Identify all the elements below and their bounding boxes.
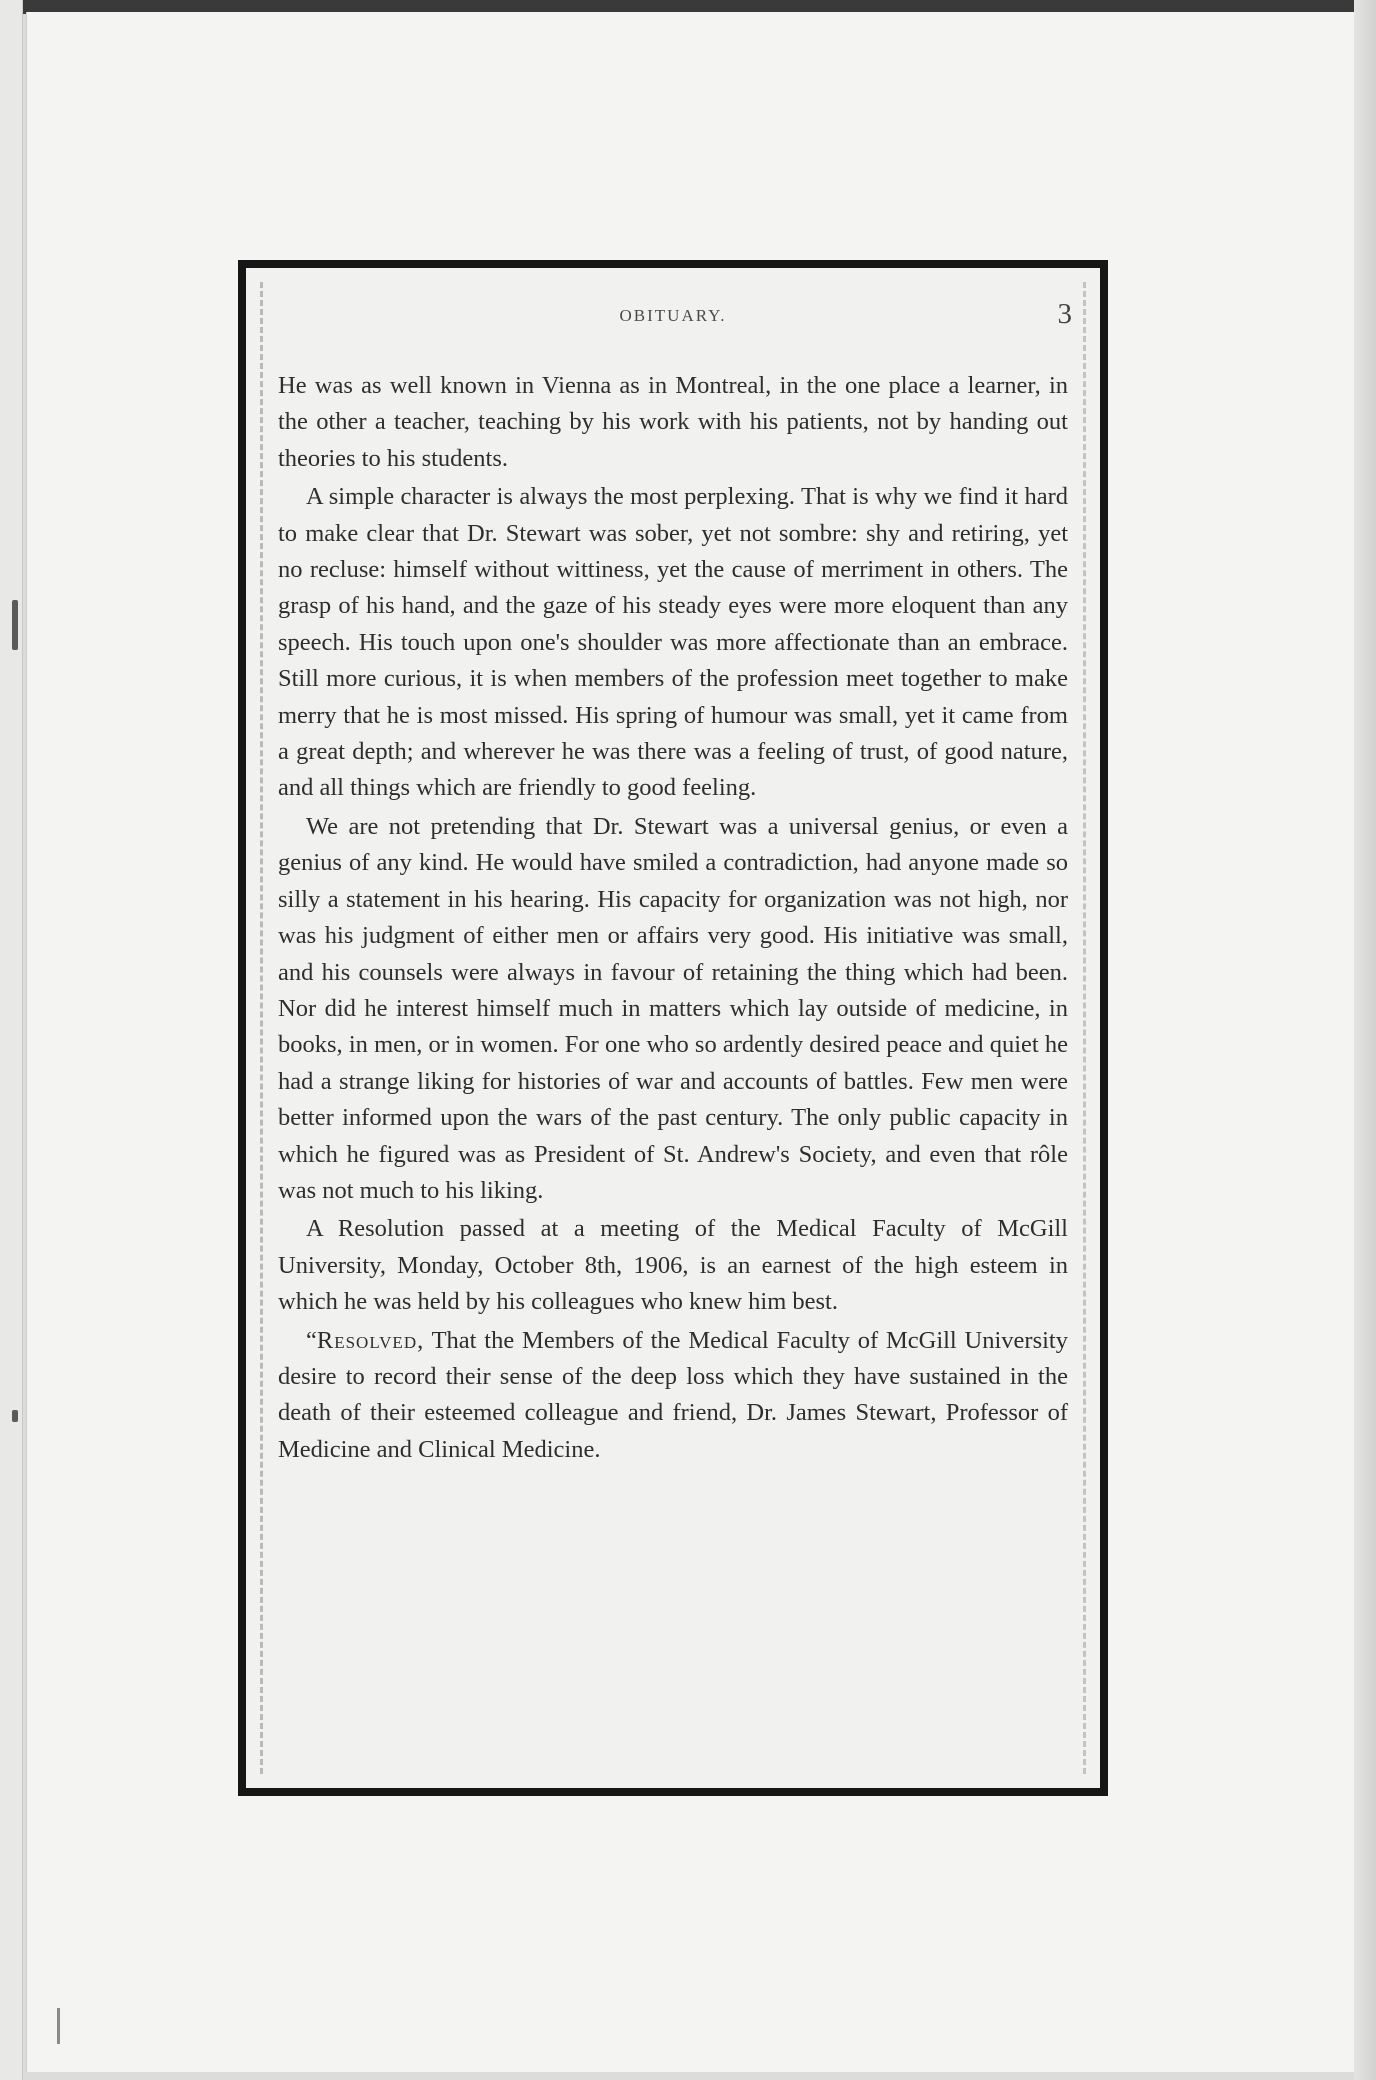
page-number: 3 [1057, 298, 1072, 330]
resolution-open-quote: “ [306, 1326, 317, 1354]
paragraph-1: He was as well known in Vienna as in Montreal, in the one place a learner, in the other a teacher, teaching by his work with his patients, not by handing out theories to his students. [278, 372, 1068, 472]
corner-mark [57, 2008, 60, 2044]
paragraph-3: We are not pretending that Dr. Stewart was a universal genius, or even a genius of any kind. He would have smiled a contradiction, had anyone made so silly a statement in his hearing. His capacity for organization was not high, nor was his judgment of either men or affairs very good. His initiative was small, and his counsels were always in favour of retaining the thing which had been. Nor did he interest himself much in matters which lay outside of medicine, in books, in men, or in women. For one who so ardently desired peace and quiet he had a strange liking for histories of war and accounts of battles. Few men were better informed upon the wars of the past century. The only public capacity in which he figured was as President of St. Andrew's Society, and even that rôle was not much to his liking. [278, 812, 1068, 1204]
binding-mark [12, 600, 18, 650]
running-head-title: OBITUARY. [619, 306, 727, 325]
obituary-frame [238, 260, 1108, 1796]
obituary-body [278, 368, 1068, 1468]
resolution-paragraph [278, 1323, 1068, 1469]
resolution-keyword: Resolved, [316, 1326, 425, 1354]
paragraph-2: A simple character is always the most perplexing. That is why we find it hard to make clear that Dr. Stewart was sober, yet not sombre: shy and retiring, yet no recluse: himself without wittiness, yet the cause of merriment in others. The grasp of his hand, and the gaze of his steady eyes were more eloquent than any speech. His touch upon one's shoulder was more affectionate than an embrace. Still more curious, it is when members of the profession meet together to make merry that he is most missed. His spring of humour was small, yet it came from a great depth; and wherever he was there was a feeling of trust, of good nature, and all things which are friendly to good feeling. [278, 483, 1068, 802]
running-head [246, 298, 1100, 340]
resolution-text: That the Members of the Medical Faculty of McGill University desire to record their sense of the deep loss which they have sustained in the death of their esteemed colleague and friend, Dr. James Stewart, Professor of Medicine and Clinical Medicine. [278, 1326, 1068, 1463]
scan-right-edge [1354, 0, 1376, 2080]
binding-mark [12, 1410, 18, 1422]
scan-binding-marks [12, 0, 18, 2080]
paragraph-4: A Resolution passed at a meeting of the Medical Faculty of McGill University, Monday, October 8th, 1906, is an earnest of the high esteem in which he was held by his colleagues who knew him best. [278, 1215, 1068, 1316]
